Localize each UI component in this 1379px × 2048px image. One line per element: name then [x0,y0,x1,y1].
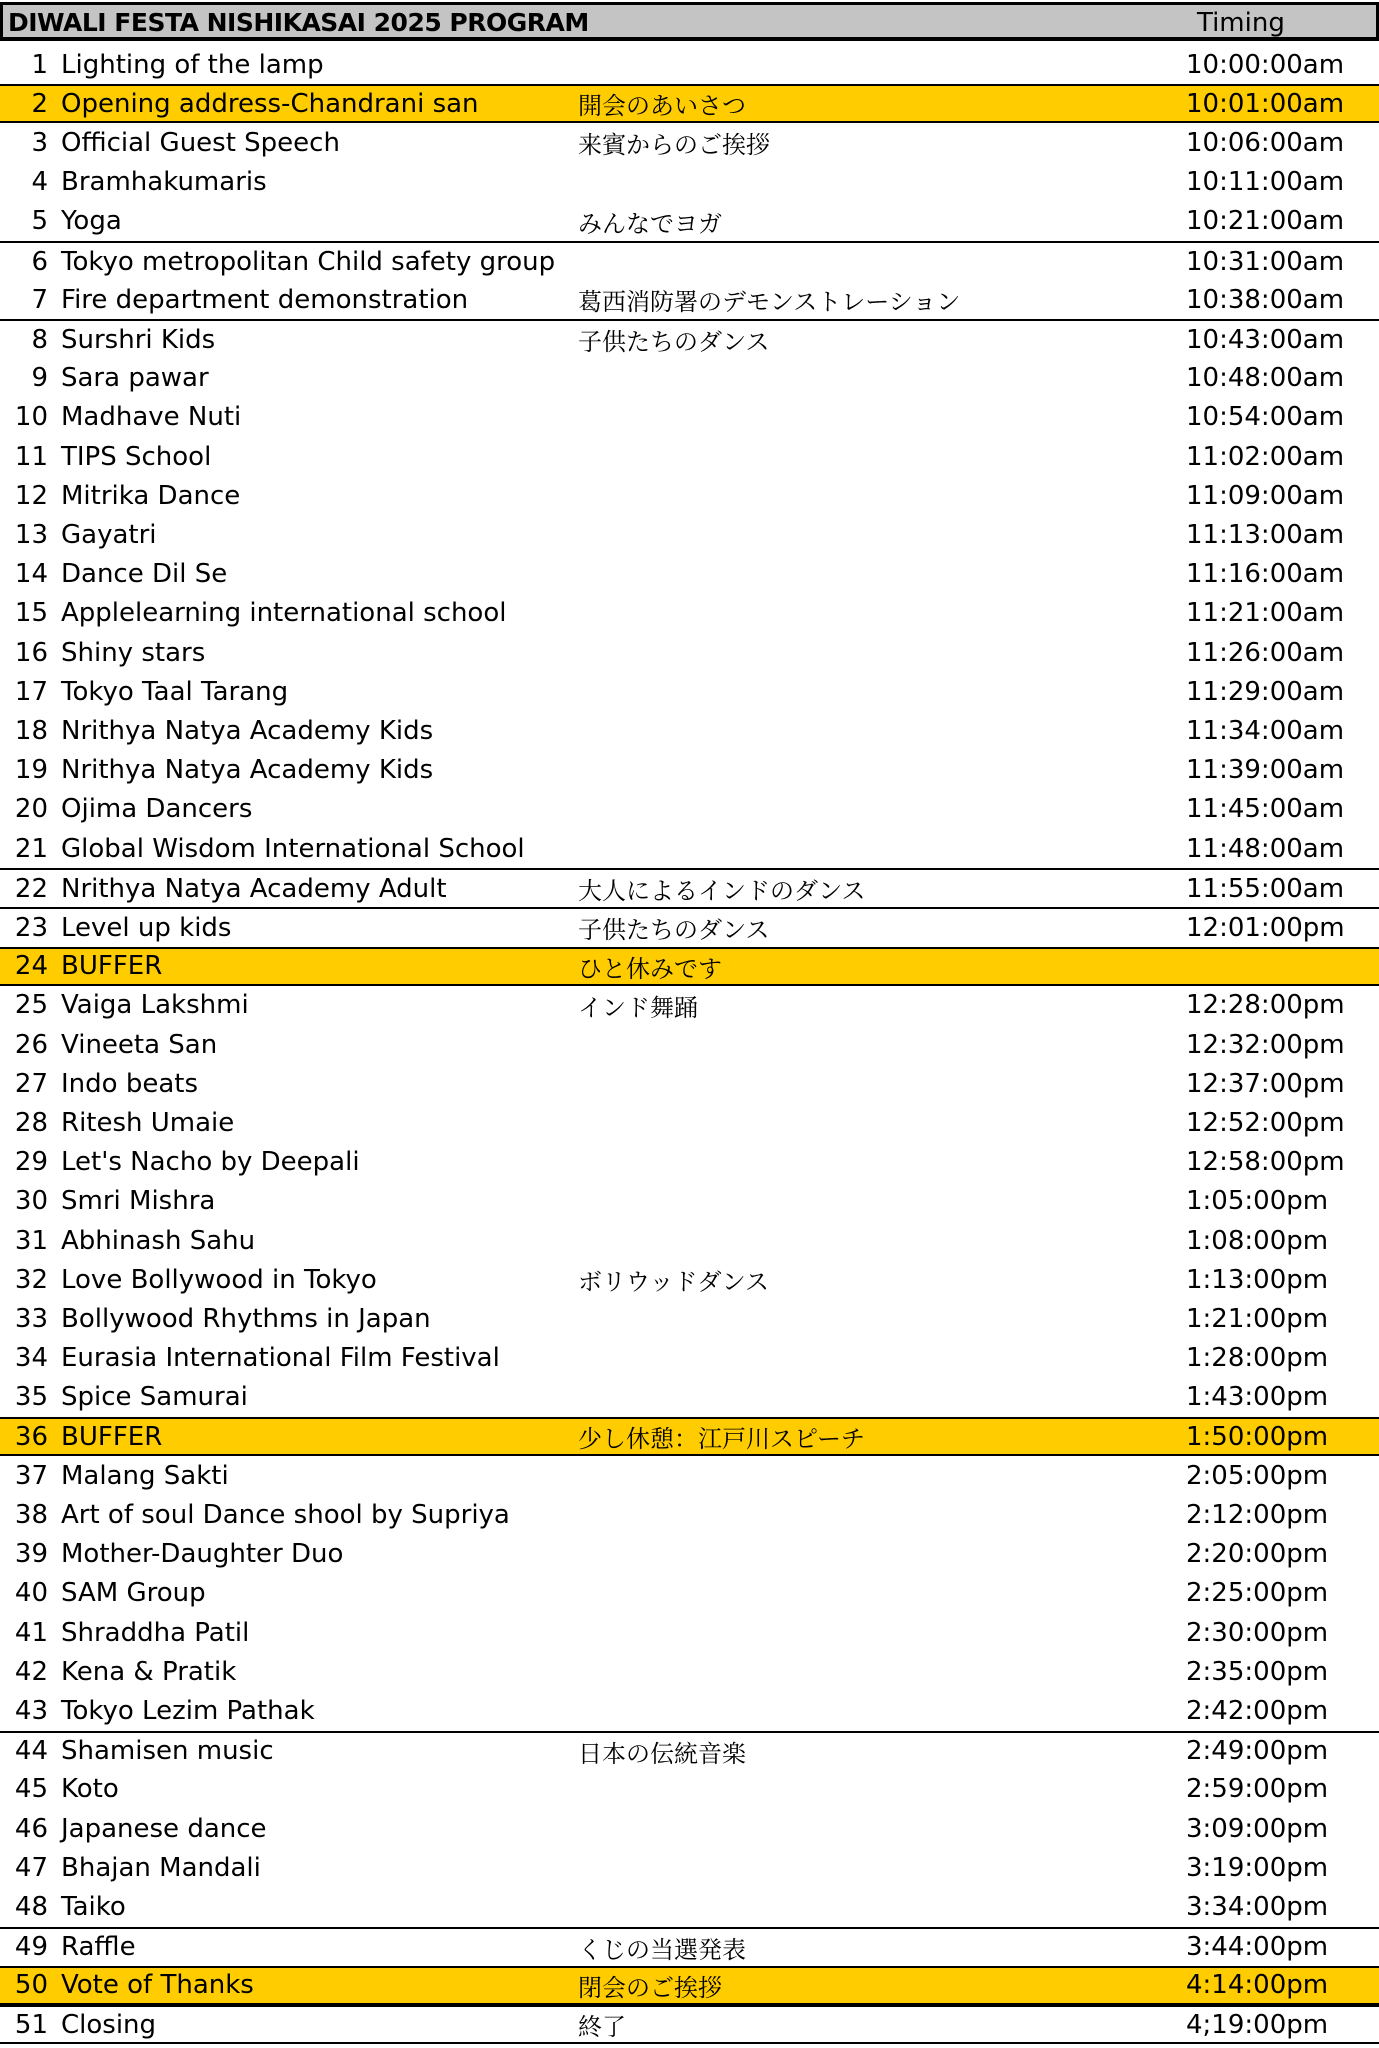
program-name: Taiko [61,1891,126,1922]
table-row [0,751,1379,790]
row-number: 10 [14,402,48,433]
program-name: Global Wisdom International School [61,833,525,864]
program-name: Kena & Pratik [61,1656,237,1687]
program-time: 2:12:00pm [1186,1499,1329,1530]
japanese-description: 来賓からのご挨拶 [578,131,770,160]
row-number: 46 [14,1813,48,1844]
program-name: Spice Samurai [61,1382,248,1413]
header-row [0,2,1379,41]
row-number: 35 [14,1382,48,1413]
table-row [0,1927,1379,1966]
row-number: 18 [14,715,48,746]
table-row [0,1143,1379,1182]
table-row [0,1221,1379,1260]
table-row [0,163,1379,202]
program-name: Official Guest Speech [61,127,340,158]
program-time: 11:21:00am [1186,598,1345,629]
table-row [0,2005,1379,2044]
row-number: 38 [14,1499,48,1530]
program-name: Let's Nacho by Deepali [61,1147,360,1178]
program-name: Nrithya Natya Academy Kids [61,755,434,786]
program-name: Nrithya Natya Academy Adult [61,873,447,904]
program-name: Love Bollywood in Tokyo [61,1264,377,1295]
row-number: 32 [14,1264,48,1295]
program-name: Gayatri [61,519,157,550]
program-name: Level up kids [61,912,232,943]
japanese-description: ボリウッドダンス [578,1268,770,1297]
program-time: 10:06:00am [1186,127,1345,158]
program-time: 10:31:00am [1186,246,1345,277]
row-number: 4 [31,167,48,198]
row-number: 36 [14,1421,48,1452]
program-name: Mother-Daughter Duo [61,1539,344,1570]
table-row [0,1848,1379,1887]
program-name: SAM Group [61,1578,206,1609]
program-time: 12:58:00pm [1186,1147,1345,1178]
program-time: 3:19:00pm [1186,1852,1329,1883]
program-time: 1:08:00pm [1186,1225,1329,1256]
program-name: Lighting of the lamp [61,49,324,80]
program-name: Art of soul Dance shool by Supriya [61,1499,510,1530]
row-number: 45 [14,1774,48,1805]
program-name: Smri Mishra [61,1186,216,1217]
program-time: 1:50:00pm [1186,1421,1329,1452]
row-number: 37 [14,1460,48,1491]
table-row [0,1064,1379,1103]
program-name: Shamisen music [61,1736,274,1767]
table-row [0,1299,1379,1338]
program-time: 2:59:00pm [1186,1774,1329,1805]
japanese-description: 葛西消防署のデモンストレーション [578,288,961,317]
program-name: Vaiga Lakshmi [61,990,249,1021]
row-number: 31 [14,1225,48,1256]
program-time: 10:54:00am [1186,402,1345,433]
program-time: 12:52:00pm [1186,1107,1345,1138]
row-number: 42 [14,1656,48,1687]
japanese-description: 少し休憩：江戸川スピーチ [578,1425,866,1453]
row-number: 49 [14,1932,48,1963]
table-row [0,45,1379,84]
table-row [0,1339,1379,1378]
program-time: 3:34:00pm [1186,1891,1329,1922]
program-time: 11:13:00am [1186,519,1345,550]
table-row [0,907,1379,946]
program-name: Ritesh Umaie [61,1107,235,1138]
program-name: Applelearning international school [61,598,507,629]
table-row [0,202,1379,241]
program-title: DIWALI FESTA NISHIKASAI 2025 PROGRAM [8,8,589,37]
program-name: TIPS School [61,441,212,472]
program-name: Shiny stars [61,637,206,668]
table-row [0,1770,1379,1809]
program-time: 1:13:00pm [1186,1264,1329,1295]
row-number: 30 [14,1186,48,1217]
program-time: 12:28:00pm [1186,990,1345,1021]
japanese-description: みんなでヨガ [578,209,722,238]
japanese-description: 日本の伝統音楽 [578,1739,746,1768]
japanese-description: くじの当選発表 [578,1935,746,1964]
row-number: 8 [31,324,48,355]
program-name: BUFFER [61,1421,163,1452]
program-time: 11:34:00am [1186,715,1345,746]
table-row [0,1574,1379,1613]
japanese-description: ひと休みです [578,954,722,983]
row-number: 2 [31,88,48,119]
row-number: 15 [14,598,48,629]
program-name: Fire department demonstration [61,284,469,315]
program-time: 11:16:00am [1186,559,1345,590]
table-row [0,398,1379,437]
row-number: 48 [14,1891,48,1922]
row-number: 21 [14,833,48,864]
japanese-description: 終了 [578,2013,626,2041]
table-row [0,633,1379,672]
program-time: 10:21:00am [1186,206,1345,237]
table-row [0,555,1379,594]
program-name: Vineeta San [61,1029,218,1060]
program-time: 10:01:00am [1186,88,1345,119]
program-name: Opening address-Chandrani san [61,88,479,119]
program-time: 3:09:00pm [1186,1813,1329,1844]
table-row [0,241,1379,280]
program-time: 12:32:00pm [1186,1029,1345,1060]
table-row [0,1535,1379,1574]
row-number: 9 [31,363,48,394]
program-name: Dance Dil Se [61,559,228,590]
table-row [0,1691,1379,1730]
program-time: 10:00:00am [1186,49,1345,80]
program-name: Bhajan Mandali [61,1852,261,1883]
program-name: Bollywood Rhythms in Japan [61,1303,431,1334]
row-number: 20 [14,794,48,825]
row-number: 44 [14,1736,48,1767]
row-number: 13 [14,519,48,550]
row-number: 50 [14,1970,48,2001]
table-row [0,868,1379,907]
program-time: 11:09:00am [1186,480,1345,511]
row-number: 40 [14,1578,48,1609]
program-name: Mitrika Dance [61,480,241,511]
program-time: 2:20:00pm [1186,1539,1329,1570]
row-number: 25 [14,990,48,1021]
program-name: Closing [61,2009,157,2040]
row-number: 33 [14,1303,48,1334]
row-number: 5 [31,206,48,237]
row-number: 17 [14,676,48,707]
table-row [0,594,1379,633]
row-number: 19 [14,755,48,786]
program-time: 11:45:00am [1186,794,1345,825]
program-name: Raffle [61,1932,136,1963]
timing-column-header: Timing [1197,8,1285,38]
program-time: 11:55:00am [1186,873,1345,904]
program-time: 12:37:00pm [1186,1068,1345,1099]
program-time: 11:02:00am [1186,441,1345,472]
table-row [0,1809,1379,1848]
table-row [0,476,1379,515]
program-time: 1:28:00pm [1186,1343,1329,1374]
row-number: 27 [14,1068,48,1099]
program-name: Nrithya Natya Academy Kids [61,715,434,746]
program-time: 2:49:00pm [1186,1736,1329,1767]
program-name: Abhinash Sahu [61,1225,256,1256]
table-row [0,1182,1379,1221]
japanese-description: 開会のあいさつ [578,92,746,121]
row-number: 29 [14,1147,48,1178]
program-time: 10:38:00am [1186,284,1345,315]
table-row [0,790,1379,829]
program-name: Sara pawar [61,363,209,394]
row-number: 3 [31,127,48,158]
table-row [0,123,1379,162]
row-number: 1 [31,49,48,80]
row-number: 41 [14,1617,48,1648]
table-row [0,1260,1379,1299]
program-time: 11:29:00am [1186,676,1345,707]
program-time: 4;19:00pm [1186,2009,1329,2040]
program-name: Bramhakumaris [61,167,267,198]
program-name: Indo beats [61,1068,198,1099]
program-time: 10:43:00am [1186,324,1345,355]
table-row [0,1495,1379,1534]
program-time: 4:14:00pm [1186,1970,1329,2001]
row-number: 43 [14,1695,48,1726]
table-row [0,1417,1379,1456]
japanese-description: 閉会のご挨拶 [578,1973,722,2002]
japanese-description: 子供たちのダンス [578,328,770,357]
program-name: Malang Sakti [61,1460,229,1491]
japanese-description: 大人によるインドのダンス [578,877,866,906]
row-number: 11 [14,441,48,472]
japanese-description: 子供たちのダンス [578,916,770,945]
program-time: 2:05:00pm [1186,1460,1329,1491]
table-row [0,1025,1379,1064]
row-number: 26 [14,1029,48,1060]
program-name: Tokyo Taal Tarang [61,676,289,707]
japanese-description: インド舞踊 [578,993,698,1022]
table-row [0,280,1379,319]
program-time: 2:30:00pm [1186,1617,1329,1648]
program-name: Vote of Thanks [61,1970,254,2001]
row-number: 28 [14,1107,48,1138]
table-row [0,1966,1379,2005]
table-row [0,319,1379,358]
table-row [0,359,1379,398]
row-number: 23 [14,912,48,943]
row-number: 7 [31,284,48,315]
table-row [0,1378,1379,1417]
program-name: Tokyo Lezim Pathak [61,1695,315,1726]
program-time: 11:39:00am [1186,755,1345,786]
row-number: 51 [14,2009,48,2040]
row-number: 24 [14,951,48,982]
program-time: 1:21:00pm [1186,1303,1329,1334]
program-time: 10:11:00am [1186,167,1345,198]
row-number: 16 [14,637,48,668]
program-name: Tokyo metropolitan Child safety group [61,246,556,277]
program-time: 2:35:00pm [1186,1656,1329,1687]
table-row [0,84,1379,123]
table-row [0,947,1379,986]
program-time: 3:44:00pm [1186,1932,1329,1963]
row-number: 6 [31,246,48,277]
table-row [0,1613,1379,1652]
row-number: 12 [14,480,48,511]
program-time: 12:01:00pm [1186,912,1345,943]
program-name: Yoga [61,206,122,237]
row-number: 34 [14,1343,48,1374]
program-name: Madhave Nuti [61,402,242,433]
program-name: Surshri Kids [61,324,216,355]
program-name: Eurasia International Film Festival [61,1343,500,1374]
table-row [0,711,1379,750]
row-number: 14 [14,559,48,590]
program-time: 11:26:00am [1186,637,1345,668]
row-number: 47 [14,1852,48,1883]
table-row [0,1103,1379,1142]
table-row [0,672,1379,711]
table-row [0,1887,1379,1926]
program-time: 11:48:00am [1186,833,1345,864]
program-time: 2:42:00pm [1186,1695,1329,1726]
program-name: Japanese dance [61,1813,267,1844]
program-name: BUFFER [61,951,163,982]
table-row [0,1456,1379,1495]
program-name: Ojima Dancers [61,794,253,825]
program-name: Koto [61,1774,119,1805]
program-time: 10:48:00am [1186,363,1345,394]
row-number: 22 [14,873,48,904]
program-name: Shraddha Patil [61,1617,250,1648]
table-row [0,515,1379,554]
row-number: 39 [14,1539,48,1570]
table-row [0,986,1379,1025]
table-row [0,829,1379,868]
program-time: 2:25:00pm [1186,1578,1329,1609]
table-row [0,1652,1379,1691]
table-row [0,1731,1379,1770]
program-time: 1:43:00pm [1186,1382,1329,1413]
program-time: 1:05:00pm [1186,1186,1329,1217]
table-row [0,437,1379,476]
